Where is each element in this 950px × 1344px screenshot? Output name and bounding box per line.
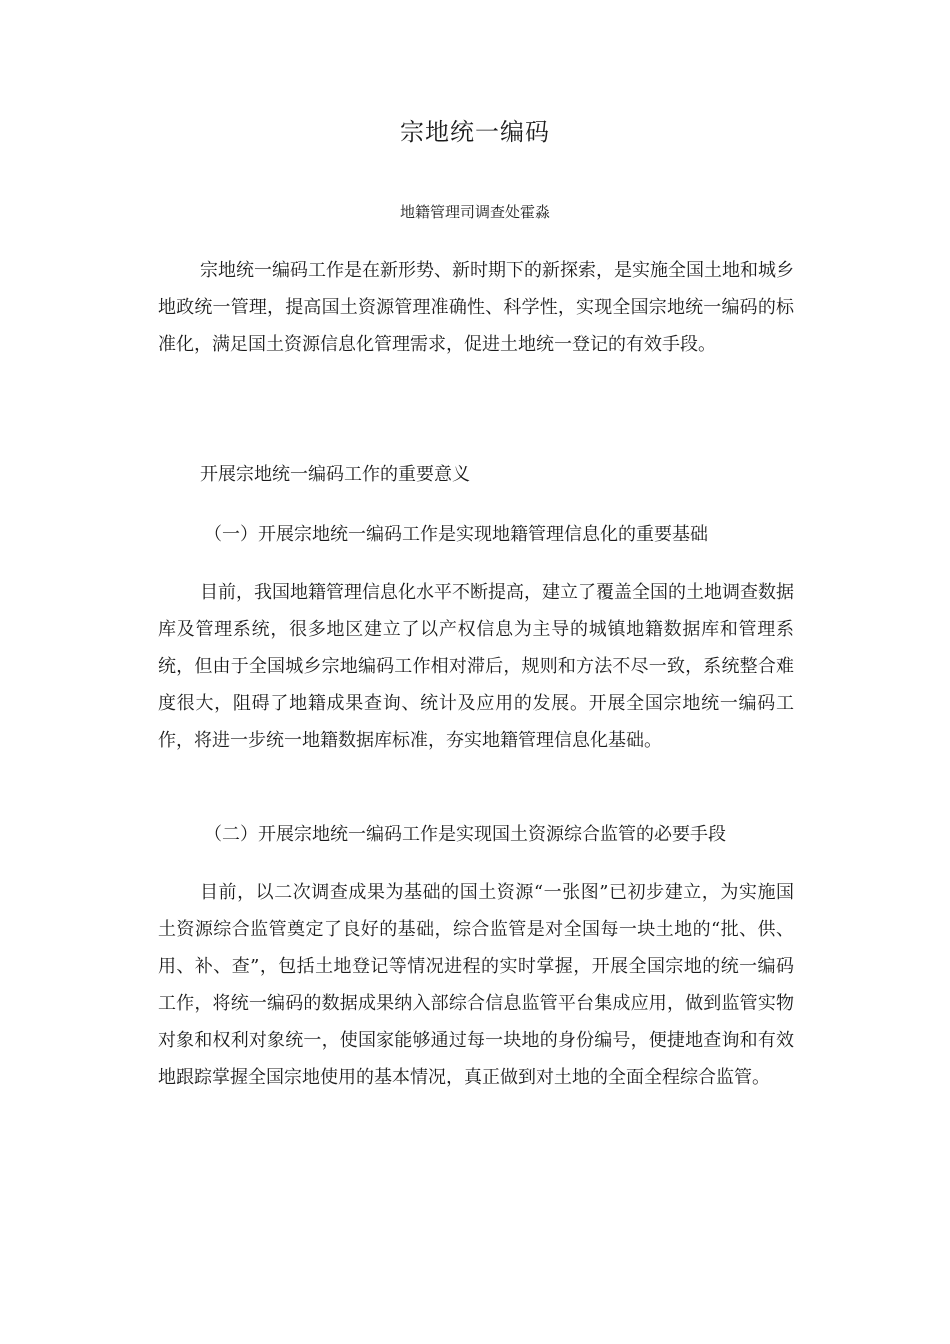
subsection-heading-1: （一）开展宗地统一编码工作是实现地籍管理信息化的重要基础: [204, 524, 708, 545]
subsection-heading-2: （二）开展宗地统一编码工作是实现国土资源综合监管的必要手段: [204, 824, 726, 845]
document-title: 宗地统一编码: [400, 118, 550, 146]
document-author: 地籍管理司调查处霍淼: [399, 203, 550, 221]
intro-paragraph: 宗地统一编码工作是在新形势、新时期下的新探索，是实施全国土地和城乡地政统一管理，提高国土资源管理准确性、科学性，实现全国宗地统一编码的标准化，满足国土资源信息化管理需求，促进土地统一登记的有效手段。: [158, 260, 794, 355]
section-heading: 开展宗地统一编码工作的重要意义: [200, 464, 470, 485]
body-paragraph-1: 目前，我国地籍管理信息化水平不断提高，建立了覆盖全国的土地调查数据库及管理系统，很多地区建立了以产权信息为主导的城镇地籍数据库和管理系统，但由于全国城乡宗地编码工作相对滞后，规则和方法不尽一致，系统整合难度很大，阻碍了地籍成果查询、统计及应用的发展。开展全国宗地统一编码工作，将进一步统一地籍数据库标准，夯实地籍管理信息化基础。: [158, 582, 794, 751]
body-paragraph-2: 目前，以二次调查成果为基础的国土资源“一张图”已初步建立，为实施国土资源综合监管奠定了良好的基础，综合监管是对全国每一块土地的“批、供、用、补、查”，包括土地登记等情况进程的实时掌握，开展全国宗地的统一编码工作，将统一编码的数据成果纳入部综合信息监管平台集成应用，做到监管实物对象和权利对象统一，使国家能够通过每一块地的身份编号，便捷地查询和有效地跟踪掌握全国宗地使用的基本情况，真正做到对土地的全面全程综合监管。: [158, 882, 794, 1088]
